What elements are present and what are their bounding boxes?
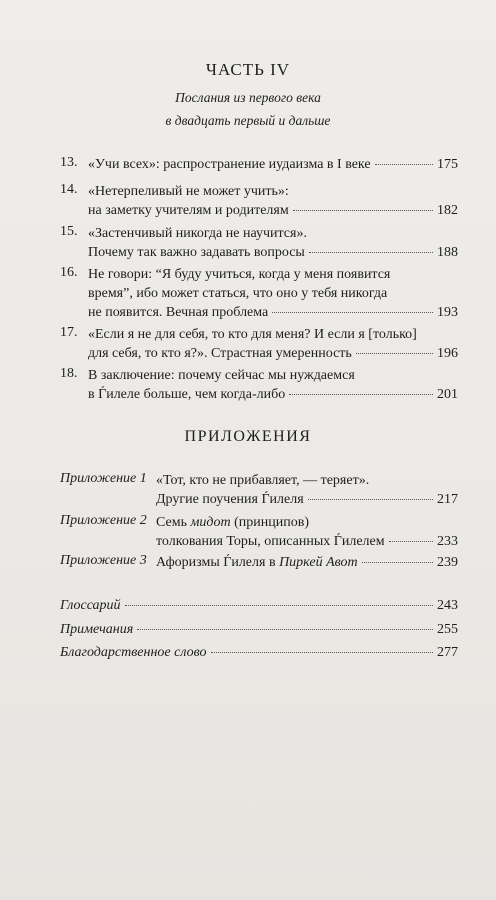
toc-entry-14[interactable] bbox=[60, 182, 458, 220]
dot-leader bbox=[309, 252, 433, 253]
appendix-title-line: Другие поучения Ѓилеля bbox=[156, 492, 304, 507]
back-matter-notes[interactable] bbox=[60, 622, 458, 638]
part-title: ЧАСТЬ IV bbox=[205, 60, 291, 79]
chapter-number: 18. bbox=[60, 366, 78, 381]
dot-leader bbox=[362, 562, 433, 563]
dot-leader bbox=[356, 353, 433, 354]
appendix-label: Приложение 3 bbox=[60, 553, 147, 568]
chapter-title-line: не появится. Вечная проблема bbox=[88, 305, 269, 320]
page-number: 233 bbox=[437, 534, 458, 549]
appendix-title-part: Афоризмы Ѓилеля в bbox=[156, 555, 280, 570]
chapter-title-line: Не говори: “Я буду учиться, когда у меня появится bbox=[88, 267, 391, 282]
chapter-title-line: «Учи всех»: распространение иудаизма в I веке bbox=[88, 157, 371, 172]
page-number: 193 bbox=[437, 305, 458, 320]
chapter-number: 15. bbox=[60, 224, 78, 239]
page-number: 243 bbox=[437, 598, 458, 613]
dot-leader bbox=[389, 541, 433, 542]
chapter-title-line: «Застенчивый никогда не научится». bbox=[88, 226, 307, 241]
chapter-title-line: на заметку учителям и родителям bbox=[88, 203, 289, 218]
appendix-entry-3[interactable] bbox=[60, 553, 458, 572]
chapter-title-line: В заключение: почему сейчас мы нуждаемся bbox=[88, 368, 355, 383]
appendix-title-line: «Тот, кто не прибавляет, — теряет». bbox=[156, 473, 370, 488]
appendix-title-line bbox=[156, 513, 309, 532]
back-matter-label: Примечания bbox=[60, 622, 134, 637]
chapter-title-line: «Если я не для себя, то кто для меня? И если я [только] bbox=[88, 327, 417, 342]
back-matter-label: Глоссарий bbox=[60, 598, 121, 613]
back-matter-glossary[interactable] bbox=[60, 598, 458, 614]
appendix-label: Приложение 1 bbox=[60, 471, 147, 486]
appendices-heading: ПРИЛОЖЕНИЯ bbox=[184, 428, 312, 445]
page-number: 277 bbox=[437, 645, 458, 660]
toc-entry-16[interactable] bbox=[60, 265, 458, 322]
toc-entry-18[interactable] bbox=[60, 366, 458, 404]
appendix-title-italic: Пиркей Авот bbox=[279, 555, 358, 570]
dot-leader bbox=[308, 499, 433, 500]
dot-leader bbox=[125, 605, 433, 606]
appendix-entry-2[interactable] bbox=[60, 513, 458, 551]
dot-leader bbox=[293, 210, 433, 211]
toc-entry-13[interactable] bbox=[60, 155, 458, 174]
page-number: 175 bbox=[437, 157, 458, 172]
page-number: 239 bbox=[437, 555, 458, 570]
toc-entry-15[interactable] bbox=[60, 224, 458, 262]
page-number: 201 bbox=[437, 387, 458, 402]
dot-leader bbox=[211, 652, 434, 653]
appendix-title-part: (принципов) bbox=[230, 515, 309, 530]
part-subtitle-line-1: Послания из первого века bbox=[175, 90, 321, 105]
part-subtitle-line-2: в двадцать первый и дальше bbox=[165, 113, 331, 128]
chapter-title-line: Почему так важно задавать вопросы bbox=[88, 245, 305, 260]
dot-leader bbox=[272, 312, 433, 313]
back-matter-acknowledgements[interactable] bbox=[60, 645, 458, 661]
page-number: 196 bbox=[437, 346, 458, 361]
appendix-title-line: толкования Торы, описанных Ѓилелем bbox=[156, 534, 385, 549]
chapter-title-line: время”, ибо может статься, что оно у тебя никогда bbox=[88, 286, 388, 301]
appendix-entry-1[interactable] bbox=[60, 471, 458, 509]
appendix-title-italic: мидот bbox=[190, 515, 231, 530]
page-number: 217 bbox=[437, 492, 458, 507]
dot-leader bbox=[375, 164, 433, 165]
appendix-title-part: Семь bbox=[156, 515, 191, 530]
dot-leader bbox=[289, 394, 433, 395]
chapter-title-line: в Ѓилеле больше, чем когда-либо bbox=[88, 387, 286, 402]
page-number: 182 bbox=[437, 203, 458, 218]
page-number: 255 bbox=[437, 622, 458, 637]
appendix-label: Приложение 2 bbox=[60, 513, 147, 528]
chapter-title-line: «Нетерпеливый не может учить»: bbox=[88, 184, 289, 199]
appendix-title-line bbox=[156, 553, 358, 572]
chapter-title-line: для себя, то кто я?». Страстная умеренность bbox=[88, 346, 352, 361]
page-number: 188 bbox=[437, 245, 458, 260]
toc-entry-17[interactable] bbox=[60, 325, 458, 363]
dot-leader bbox=[137, 629, 433, 630]
chapter-number: 17. bbox=[60, 325, 78, 340]
back-matter-label: Благодарственное слово bbox=[60, 645, 207, 660]
chapter-number: 14. bbox=[60, 182, 78, 197]
chapter-number: 13. bbox=[60, 155, 78, 170]
chapter-number: 16. bbox=[60, 265, 78, 280]
